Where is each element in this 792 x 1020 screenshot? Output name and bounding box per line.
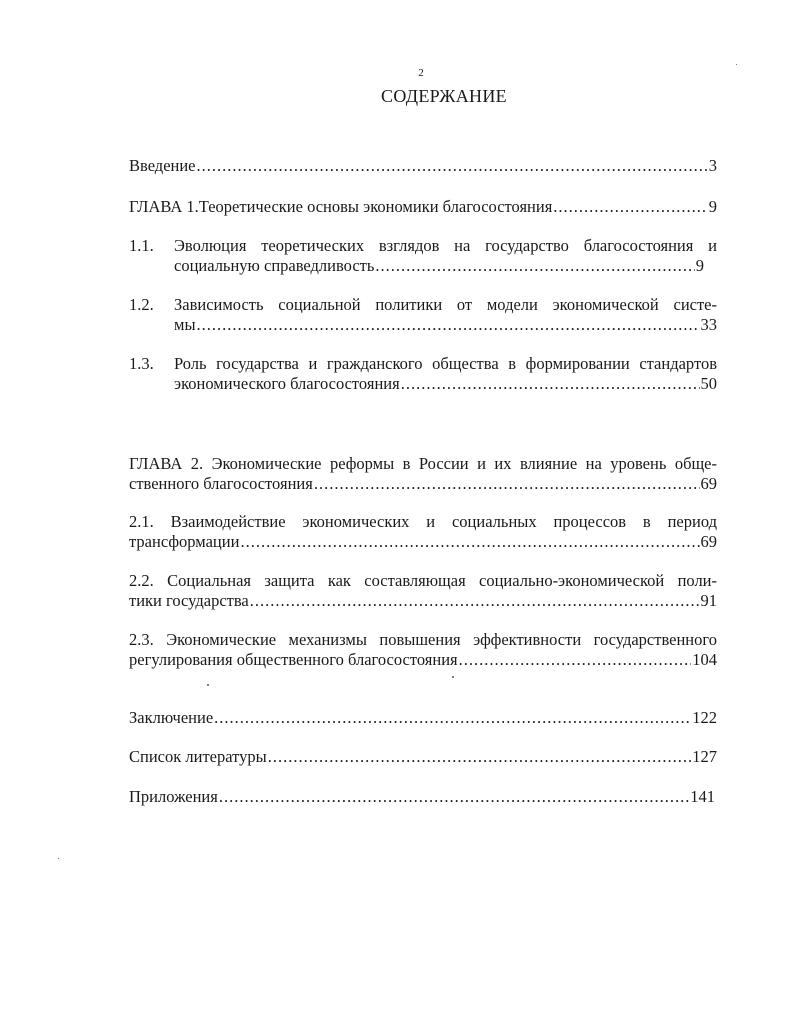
toc-label-line2: ственного благосостояния <box>129 474 313 493</box>
toc-label: Введение <box>129 156 196 175</box>
leader-dots <box>375 256 694 276</box>
leader-dots <box>240 532 699 552</box>
toc-entry-1-2 <box>129 295 717 335</box>
toc-label: Заключение <box>129 708 214 727</box>
toc-page: 91 <box>700 591 717 610</box>
toc-label-line1: 2.3. Экономические механизмы повышения эффективности государственного <box>129 630 717 649</box>
leader-dots <box>401 374 700 394</box>
toc-page: 127 <box>692 747 717 766</box>
toc-label-line2: тики государства <box>129 591 249 610</box>
page-title: СОДЕРЖАНИЕ <box>381 86 507 106</box>
toc-page: 9 <box>708 197 717 216</box>
leader-dots <box>219 787 689 807</box>
leader-dots <box>250 591 700 611</box>
toc-entry-appendices <box>129 787 715 807</box>
toc-label-line1: ГЛАВА 2. Экономические реформы в России и их влияние на уровень обще- <box>129 454 717 473</box>
toc-page: 141 <box>690 787 715 806</box>
toc-page: 69 <box>700 474 717 493</box>
scan-speck <box>452 676 454 678</box>
toc-page: 9 <box>695 256 704 275</box>
toc-entry-2-3 <box>129 630 717 670</box>
toc-label-line1: 2.2. Социальная защита как составляющая социально-экономической поли- <box>129 571 717 590</box>
toc-page: 33 <box>700 315 717 334</box>
toc-label-line2: мы <box>174 315 196 334</box>
toc-number: 1.1. <box>129 236 154 255</box>
toc-entry-intro <box>129 156 717 176</box>
toc-label: Приложения <box>129 787 218 806</box>
toc-label-line1: Зависимость социальной политики от модели экономической систе- <box>174 295 717 314</box>
toc-number: 1.2. <box>129 295 154 314</box>
toc-label-line2: трансформации <box>129 532 240 551</box>
toc-number: 1.3. <box>129 354 154 373</box>
toc-entry-conclusion <box>129 708 717 728</box>
toc-label: Список литературы <box>129 747 267 766</box>
toc-label-line1: Эволюция теоретических взглядов на государство благосостояния и <box>174 236 717 255</box>
scan-speck <box>736 64 737 65</box>
toc-page: 122 <box>692 708 717 727</box>
page-number: 2 <box>418 67 424 79</box>
toc-label-line2: экономического благосостояния <box>174 374 400 393</box>
scan-speck <box>207 684 209 686</box>
toc-entry-chapter-1 <box>129 197 717 217</box>
leader-dots <box>459 650 692 670</box>
toc-label-line2: социальную справедливость <box>174 256 375 275</box>
leader-dots <box>314 474 700 494</box>
toc-page: 69 <box>700 532 717 551</box>
leader-dots <box>197 315 700 335</box>
toc-entry-2-2 <box>129 571 717 611</box>
scan-speck <box>58 858 59 859</box>
toc-page: 50 <box>700 374 717 393</box>
leader-dots <box>214 708 691 728</box>
leader-dots <box>553 197 707 217</box>
toc-label-line1: Роль государства и гражданского общества в формировании стандартов <box>174 354 717 373</box>
toc-page: 104 <box>692 650 717 669</box>
toc-label: ГЛАВА 1.Теоретические основы экономики благосостояния <box>129 197 553 216</box>
leader-dots <box>268 747 692 767</box>
toc-label-line1: 2.1. Взаимодействие экономических и социальных процессов в период <box>129 512 717 531</box>
toc-entry-2-1 <box>129 512 717 552</box>
toc-label-line2: регулирования общественного благосостояния <box>129 650 458 669</box>
toc-entry-1-3 <box>129 354 717 394</box>
leader-dots <box>197 156 708 176</box>
toc-entry-bibliography <box>129 747 717 767</box>
toc-entry-chapter-2 <box>129 454 717 494</box>
toc-page: 3 <box>708 156 717 175</box>
toc-entry-1-1 <box>129 236 717 276</box>
